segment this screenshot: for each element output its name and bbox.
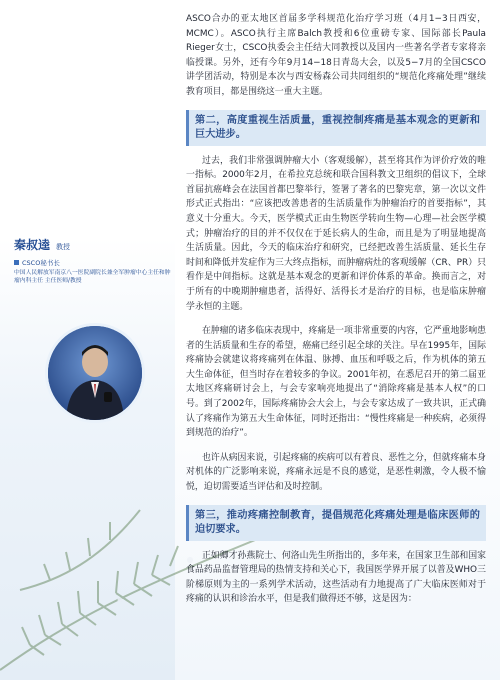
author-role-text: CSCO秘书长 [22,259,60,267]
article-column [186,12,486,607]
paragraph-intro: ASCO合办的亚太地区首届多学科规范化治疗学习班（4月1−3日西安，MCMC）。ASCO执行主席Balch教授和6位重磅专家、国际部长Paula Rieger女士，CSCO执委会主任结大同教授以及国内一些著名学者专家将亲临授课。另外，还有今年9月14−18日青岛大会，以及5−7月的全国CSCO讲学团活动，特别是本次与西安杨森公司共同组织的“规范化疼痛处理”继续教育项目，都是围绕这一重大主题。 [186,14,486,97]
square-bullet-icon [14,260,19,265]
paragraph-pain-always-bad: 也许从病因来说，引起疼痛的疾病可以有着良、恶性之分，但就疼痛本身对机体的广泛影响来说，疼痛永远是不良的感觉，是恶性刺激，令人极不愉悦，迫切需要适当评估和及时控制。 [186,452,487,493]
section-heading-2: 第二，高度重视生活质量，重视控制疼痛是基本观念的更新和巨大进步。 [186,110,486,146]
author-portrait-illustration [48,326,142,420]
paragraph-pain-vital-sign: 在肿瘤的诸多临床表现中，疼痛是一项非常重要的内容，它严重地影响患者的生活质量和生存的希望，癌痛已经引起全球的关注。早在1995年，国际疼痛协会就建议将疼痛列在体温、脉搏、血压和呼吸之后，作为机体的第五大生命体征，但当时存在着较多的争议。2001年初，在悉尼召开的第二届亚太地区疼痛研讨会上，与会专家响亮地提出了“消除疼痛是基本人权”的口号。到了2002年，国际疼痛协会大会上，与会专家达成了一致共识，正式确认了疼痛作为第五大生命体征，同时还指出：“慢性疼痛是一种疾病，必须得到规范的治疗”。 [186,326,487,439]
author-name: 秦叔逵 [14,238,51,252]
author-photo [45,323,145,423]
section-heading-3: 第三，推动疼痛控制教育，提倡规范化疼痛处理是临床医师的迫切要求。 [186,505,486,541]
author-box [14,236,174,285]
author-header [14,236,174,253]
author-role [14,258,174,267]
paragraph-quality-of-life: 过去，我们非常强调肿瘤大小（客观缓解），甚至将其作为评价疗效的唯一指标。2000年2月，在希拉克总统和联合国科教文卫组织的倡议下，全球首届抗癌峰会在法国首都巴黎举行，签署了著名的巴黎宪章，第一次以文件形式正式指出：“应该把改善患者的生活质量作为肿瘤治疗的首要指标”，其意义十分重大。今天，医学模式正由生物医学转向生物—心理—社会医学模式；肿瘤治疗的目的并不仅仅在于延长病人的生命，而且是为了明显地提高生活质量。因此，今天的临床治疗和研究，已经把改善生活质量、延长生存时间和降低并发症作为三大终点指标，而肿瘤病灶的客观缓解（CR、PR）只看作是中间指标。这就是基本观念的更新和评价体系的革命。换而言之，对于所有的中晚期肿瘤患者，活得好、活得长才是治疗的目标，也是临床肿瘤学永恒的主题。 [186,155,486,312]
author-title: 教授 [56,243,71,251]
author-description: 中国人民解放军南京八一医院副院长兼全军肿瘤中心主任和肿瘤内科主任 主任医师/教授 [14,270,171,284]
paragraph-education: 正如卿才孙燕院士、何洛山先生所指出的，多年来，在国家卫生部和国家食品药品监督管理局的热情支持和关心下，我国医学界开展了以普及WHO三阶梯原则为主的一系列学术活动，这些活动有力地提高了广大临床医师对于疼痛的认识和诊治水平，但是我们做得还不够，这是因为： [186,550,487,605]
